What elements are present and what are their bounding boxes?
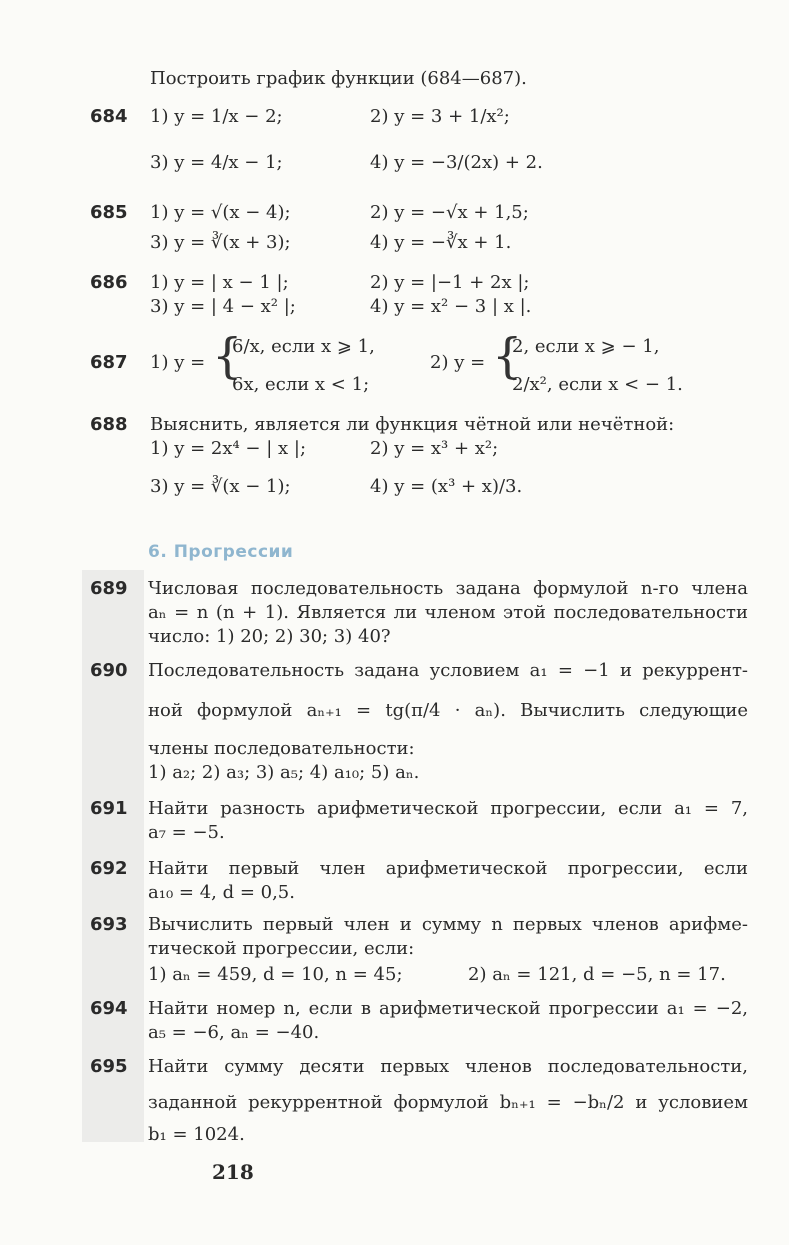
ex686-item-2: 2) y = |−1 + 2x |; bbox=[370, 272, 530, 293]
ex686-item-4: 4) y = x² − 3 | x |. bbox=[370, 296, 532, 317]
ex691-line-2: a₇ = −5. bbox=[148, 822, 225, 843]
ex686-item-3: 3) y = | 4 − x² |; bbox=[150, 296, 296, 317]
exercise-number-687: 687 bbox=[90, 352, 128, 373]
exercise-number-684: 684 bbox=[90, 106, 128, 127]
ex690-line-1: Последовательность задана условием a₁ = −1 и рекуррент- bbox=[148, 660, 748, 681]
ex685-item-3: 3) y = ∛(x + 3); bbox=[150, 232, 291, 253]
ex688-text: Выяснить, является ли функция чётной или нечётной: bbox=[150, 414, 675, 435]
ex689-line-2: aₙ = n (n + 1). Является ли членом этой последовательности bbox=[148, 602, 748, 623]
page-number: 218 bbox=[212, 1160, 254, 1184]
ex695-line-3: b₁ = 1024. bbox=[148, 1124, 245, 1145]
ex687-part2-label: 2) y = bbox=[430, 352, 486, 373]
ex685-item-2: 2) y = −√x + 1,5; bbox=[370, 202, 529, 223]
ex684-item-4: 4) y = −3/(2x) + 2. bbox=[370, 152, 543, 173]
ex695-line-2: заданной рекуррентной формулой bₙ₊₁ = −bₙ/2 и условием bbox=[148, 1092, 748, 1113]
brace-icon: { bbox=[212, 328, 243, 384]
ex689-line-3: число: 1) 20; 2) 30; 3) 40? bbox=[148, 626, 391, 647]
intro-text: Построить график функции (684—687). bbox=[150, 68, 527, 89]
ex687-part1-case2: 6x, если x < 1; bbox=[232, 374, 370, 395]
ex695-line-1: Найти сумму десяти первых членов последовательности, bbox=[148, 1056, 748, 1077]
exercise-number-688: 688 bbox=[90, 414, 128, 435]
exercise-number-691: 691 bbox=[90, 798, 128, 819]
exercise-number-695: 695 bbox=[90, 1056, 128, 1077]
section-heading: 6. Прогрессии bbox=[148, 542, 294, 562]
ex686-item-1: 1) y = | x − 1 |; bbox=[150, 272, 289, 293]
ex687-part2-case1: 2, если x ⩾ − 1, bbox=[512, 336, 660, 357]
exercise-number-686: 686 bbox=[90, 272, 128, 293]
ex693-option-1: 1) aₙ = 459, d = 10, n = 45; bbox=[148, 964, 403, 985]
ex688-item-4: 4) y = (x³ + x)/3. bbox=[370, 476, 523, 497]
ex684-item-2: 2) y = 3 + 1/x²; bbox=[370, 106, 510, 127]
ex687-part2-case2: 2/x², если x < − 1. bbox=[512, 374, 683, 395]
ex690-line-3: члены последовательности: bbox=[148, 738, 415, 759]
ex688-item-2: 2) y = x³ + x²; bbox=[370, 438, 499, 459]
brace-icon: { bbox=[492, 328, 523, 384]
ex694-line-2: a₅ = −6, aₙ = −40. bbox=[148, 1022, 320, 1043]
ex693-line-2: тической прогрессии, если: bbox=[148, 938, 415, 959]
exercise-number-690: 690 bbox=[90, 660, 128, 681]
ex691-line-1: Найти разность арифметической прогрессии, если a₁ = 7, bbox=[148, 798, 748, 819]
ex690-line-2: ной формулой aₙ₊₁ = tg(π/4 · aₙ). Вычислить следующие bbox=[148, 700, 748, 721]
exercise-number-693: 693 bbox=[90, 914, 128, 935]
exercise-number-694: 694 bbox=[90, 998, 128, 1019]
ex692-line-1: Найти первый член арифметической прогрессии, если bbox=[148, 858, 748, 879]
ex690-line-4: 1) a₂; 2) a₃; 3) a₅; 4) a₁₀; 5) aₙ. bbox=[148, 762, 420, 783]
ex688-item-3: 3) y = ∛(x − 1); bbox=[150, 476, 291, 497]
ex685-item-4: 4) y = −∛x + 1. bbox=[370, 232, 512, 253]
ex687-part1-case1: 6/x, если x ⩾ 1, bbox=[232, 336, 375, 357]
ex689-line-1: Числовая последовательность задана формулой n-го члена bbox=[148, 578, 748, 599]
ex684-item-3: 3) y = 4/x − 1; bbox=[150, 152, 283, 173]
ex684-item-1: 1) y = 1/x − 2; bbox=[150, 106, 283, 127]
ex685-item-1: 1) y = √(x − 4); bbox=[150, 202, 291, 223]
ex694-line-1: Найти номер n, если в арифметической прогрессии a₁ = −2, bbox=[148, 998, 748, 1019]
ex687-part1-label: 1) y = bbox=[150, 352, 206, 373]
ex693-option-2: 2) aₙ = 121, d = −5, n = 17. bbox=[468, 964, 726, 985]
ex693-line-1: Вычислить первый член и сумму n первых членов арифме- bbox=[148, 914, 748, 935]
ex692-line-2: a₁₀ = 4, d = 0,5. bbox=[148, 882, 295, 903]
exercise-number-689: 689 bbox=[90, 578, 128, 599]
exercise-number-692: 692 bbox=[90, 858, 128, 879]
ex688-item-1: 1) y = 2x⁴ − | x |; bbox=[150, 438, 307, 459]
exercise-number-685: 685 bbox=[90, 202, 128, 223]
